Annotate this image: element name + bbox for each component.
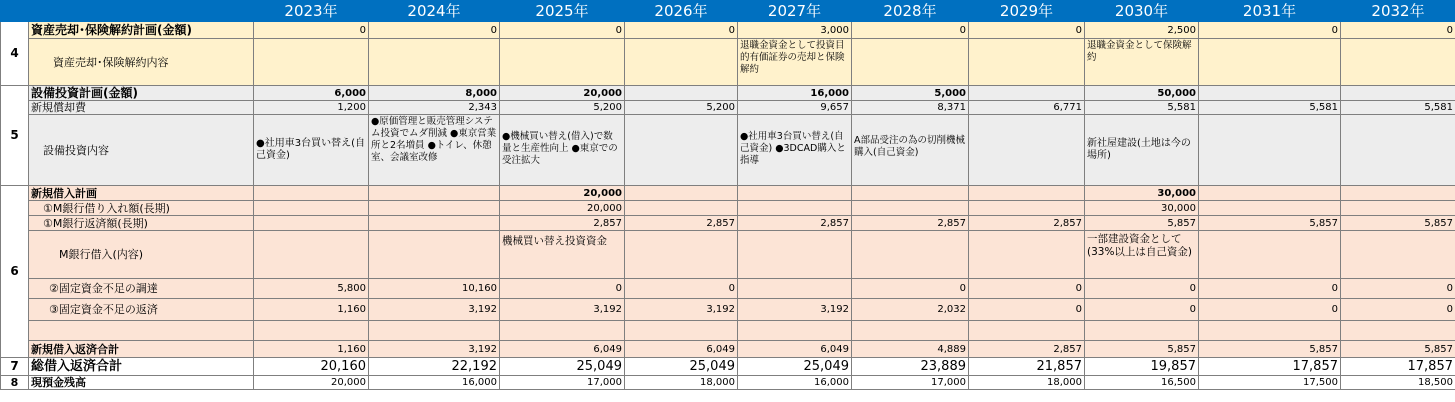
data-cell[interactable]: 20,160	[254, 358, 369, 376]
memo-cell[interactable]: ●社用車3台買い替え(自己資金) ●3DCAD購入と指導	[738, 115, 852, 186]
blank-cell[interactable]	[1085, 321, 1199, 341]
data-cell[interactable]	[254, 39, 369, 86]
blank-cell[interactable]	[738, 321, 852, 341]
year-header-cell[interactable]: 2027年	[738, 1, 852, 22]
data-cell[interactable]: 2,032	[852, 299, 969, 321]
section-number-5[interactable]: 5	[1, 86, 29, 186]
memo-cell[interactable]: A部品受注の為の切削機械購入(自己資金)	[852, 115, 969, 186]
data-cell[interactable]: 3,192	[738, 299, 852, 321]
data-cell[interactable]: 3,192	[625, 299, 738, 321]
data-cell[interactable]: 10,160	[369, 279, 500, 299]
memo-cell[interactable]: 機械買い替え投資資金	[500, 231, 625, 279]
new-loan-total-label[interactable]: 新規借入返済合計	[29, 341, 254, 358]
capex-row	[1, 86, 1455, 101]
data-cell[interactable]	[500, 39, 625, 86]
data-cell[interactable]: 0	[500, 279, 625, 299]
data-cell[interactable]	[369, 186, 500, 201]
data-cell[interactable]: 5,857	[1199, 216, 1341, 231]
data-cell[interactable]: 2,500	[1085, 22, 1199, 39]
data-cell[interactable]: 3,192	[369, 299, 500, 321]
data-cell[interactable]	[369, 39, 500, 86]
data-cell[interactable]	[852, 39, 969, 86]
data-cell[interactable]	[1199, 201, 1341, 216]
data-cell[interactable]: 5,000	[852, 86, 969, 101]
asset-sale-detail-row	[1, 39, 1455, 86]
data-cell[interactable]	[1341, 39, 1455, 86]
asset-sale-label[interactable]: 資産売却･保険解約計画(金額)	[29, 22, 254, 39]
data-cell[interactable]	[1199, 231, 1341, 279]
data-cell[interactable]	[738, 201, 852, 216]
blank-cell[interactable]	[369, 321, 500, 341]
data-cell[interactable]: 18,000	[969, 376, 1085, 390]
data-cell[interactable]	[625, 201, 738, 216]
data-cell[interactable]: 19,857	[1085, 358, 1199, 376]
fixed-repay-label[interactable]: ③固定資金不足の返済	[29, 299, 254, 321]
data-cell[interactable]: 8,000	[369, 86, 500, 101]
section-number-4[interactable]: 4	[1, 22, 29, 86]
data-cell[interactable]	[625, 39, 738, 86]
year-header-cell[interactable]: 2024年	[369, 1, 500, 22]
data-cell[interactable]	[369, 201, 500, 216]
data-cell[interactable]	[1199, 39, 1341, 86]
fixed-repay-row	[1, 299, 1455, 321]
data-cell[interactable]: 5,857	[1085, 341, 1199, 358]
m-bank-detail-label[interactable]: M銀行借入(内容)	[29, 231, 254, 279]
data-cell[interactable]: 17,500	[1199, 376, 1341, 390]
data-cell[interactable]: 1,160	[254, 299, 369, 321]
data-cell[interactable]: 0	[1341, 299, 1455, 321]
data-cell[interactable]: 0	[969, 279, 1085, 299]
data-cell[interactable]	[254, 201, 369, 216]
year-header-cell[interactable]: 2028年	[852, 1, 969, 22]
section-number-6[interactable]: 6	[1, 186, 29, 358]
total-repay-row	[1, 358, 1455, 376]
data-cell[interactable]: 17,000	[852, 376, 969, 390]
total-repay-label[interactable]: 総借入返済合計	[29, 358, 254, 376]
data-cell[interactable]	[738, 231, 852, 279]
data-cell[interactable]: 25,049	[738, 358, 852, 376]
data-cell[interactable]: 0	[625, 22, 738, 39]
header-blank-cell[interactable]	[1, 1, 29, 22]
data-cell[interactable]	[625, 86, 738, 101]
data-cell[interactable]: 20,000	[254, 376, 369, 390]
data-cell[interactable]	[1341, 186, 1455, 201]
data-cell[interactable]	[1341, 115, 1455, 186]
data-cell[interactable]: 17,857	[1341, 358, 1455, 376]
data-cell[interactable]	[625, 231, 738, 279]
data-cell[interactable]: 5,581	[1199, 101, 1341, 115]
data-cell[interactable]: 16,000	[738, 86, 852, 101]
data-cell[interactable]: 1,160	[254, 341, 369, 358]
memo-cell[interactable]: 一部建設資金として(33%以上は自己資金)	[1085, 231, 1199, 279]
blank-cell[interactable]	[625, 321, 738, 341]
data-cell[interactable]: 0	[369, 22, 500, 39]
data-cell[interactable]: 5,857	[1199, 341, 1341, 358]
fixed-shortfall-row	[1, 279, 1455, 299]
data-cell[interactable]	[369, 231, 500, 279]
data-cell[interactable]	[1199, 186, 1341, 201]
data-cell[interactable]	[852, 186, 969, 201]
m-bank-detail-row	[1, 231, 1455, 279]
new-loan-row	[1, 186, 1455, 201]
section-number-8[interactable]: 8	[1, 376, 29, 390]
data-cell[interactable]: 21,857	[969, 358, 1085, 376]
data-cell[interactable]: 0	[852, 22, 969, 39]
data-cell[interactable]: 0	[254, 22, 369, 39]
data-cell[interactable]: 16,000	[369, 376, 500, 390]
data-cell[interactable]: 2,857	[625, 216, 738, 231]
data-cell[interactable]: 2,857	[969, 341, 1085, 358]
cash-balance-row	[1, 376, 1455, 390]
data-cell[interactable]: 0	[852, 279, 969, 299]
data-cell[interactable]: 16,000	[738, 376, 852, 390]
data-cell[interactable]: 6,771	[969, 101, 1085, 115]
year-header-row	[1, 1, 1455, 22]
data-cell[interactable]: 6,049	[738, 341, 852, 358]
data-cell[interactable]: 5,857	[1341, 216, 1455, 231]
data-cell[interactable]: 25,049	[625, 358, 738, 376]
blank-cell[interactable]	[1341, 321, 1455, 341]
depreciation-row	[1, 101, 1455, 115]
data-cell[interactable]	[1199, 86, 1341, 101]
blank-cell[interactable]	[969, 321, 1085, 341]
data-cell[interactable]: 6,049	[625, 341, 738, 358]
new-loan-total-row	[1, 341, 1455, 358]
data-cell[interactable]: 0	[969, 22, 1085, 39]
data-cell[interactable]: 6,000	[254, 86, 369, 101]
year-header-cell[interactable]: 2025年	[500, 1, 625, 22]
cash-balance-label[interactable]: 現預金残高	[29, 376, 254, 390]
memo-cell[interactable]: 退職金資金として保険解約	[1085, 39, 1199, 86]
year-header-cell[interactable]: 2032年	[1341, 1, 1455, 22]
data-cell[interactable]: 5,200	[625, 101, 738, 115]
data-cell[interactable]: 18,000	[625, 376, 738, 390]
data-cell[interactable]	[738, 279, 852, 299]
data-cell[interactable]: 23,889	[852, 358, 969, 376]
memo-cell[interactable]: ●原価管理と販売管理システム投資でムダ削減 ●東京営業所と2名増員 ●トイレ、休憩室、会議室改修	[369, 115, 500, 186]
year-header-cell[interactable]: 2029年	[969, 1, 1085, 22]
capex-detail-row	[1, 115, 1455, 186]
m-bank-borrow-label[interactable]: ①M銀行借り入れ額(長期)	[29, 201, 254, 216]
memo-cell[interactable]: ●機械買い替え(借入)で数量と生産性向上 ●東京での受注拡大	[500, 115, 625, 186]
data-cell[interactable]: 0	[625, 279, 738, 299]
data-cell[interactable]	[852, 231, 969, 279]
data-cell[interactable]: 22,192	[369, 358, 500, 376]
data-cell[interactable]	[625, 115, 738, 186]
data-cell[interactable]: 0	[1199, 22, 1341, 39]
data-cell[interactable]: 4,889	[852, 341, 969, 358]
m-bank-repay-label[interactable]: ①M銀行返済額(長期)	[29, 216, 254, 231]
data-cell[interactable]: 18,500	[1341, 376, 1455, 390]
blank-cell[interactable]	[29, 321, 254, 341]
data-cell[interactable]	[969, 115, 1085, 186]
data-cell[interactable]: 5,581	[1341, 101, 1455, 115]
data-cell[interactable]: 20,000	[500, 201, 625, 216]
data-cell[interactable]: 3,000	[738, 22, 852, 39]
data-cell[interactable]	[852, 201, 969, 216]
blank-cell[interactable]	[254, 321, 369, 341]
data-cell[interactable]: 0	[500, 22, 625, 39]
data-cell[interactable]: 0	[1199, 279, 1341, 299]
data-cell[interactable]: 17,857	[1199, 358, 1341, 376]
capex-detail-label[interactable]: 設備投資内容	[29, 115, 254, 186]
data-cell[interactable]: 3,192	[369, 341, 500, 358]
data-cell[interactable]: 5,200	[500, 101, 625, 115]
memo-cell[interactable]: 退職金資金として投資目的有価証券の売却と保険解約	[738, 39, 852, 86]
data-cell[interactable]: 0	[1199, 299, 1341, 321]
data-cell[interactable]: 2,343	[369, 101, 500, 115]
year-header-cell[interactable]: 2030年	[1085, 1, 1199, 22]
data-cell[interactable]: 5,857	[1085, 216, 1199, 231]
m-bank-repay-row	[1, 216, 1455, 231]
data-cell[interactable]: 2,857	[969, 216, 1085, 231]
data-cell[interactable]	[1199, 115, 1341, 186]
data-cell[interactable]: 0	[1085, 299, 1199, 321]
fixed-shortfall-label[interactable]: ②固定資金不足の調達	[29, 279, 254, 299]
data-cell[interactable]: 16,500	[1085, 376, 1199, 390]
data-cell[interactable]: 5,800	[254, 279, 369, 299]
capex-label[interactable]: 設備投資計画(金額)	[29, 86, 254, 101]
data-cell[interactable]: 30,000	[1085, 201, 1199, 216]
asset-sale-row	[1, 22, 1455, 39]
data-cell[interactable]: 2,857	[738, 216, 852, 231]
data-cell[interactable]: 2,857	[500, 216, 625, 231]
data-cell[interactable]: 5,581	[1085, 101, 1199, 115]
data-cell[interactable]	[254, 186, 369, 201]
data-cell[interactable]: 30,000	[1085, 186, 1199, 201]
data-cell[interactable]: 0	[1341, 22, 1455, 39]
data-cell[interactable]: 0	[1341, 279, 1455, 299]
data-cell[interactable]: 20,000	[500, 186, 625, 201]
data-cell[interactable]	[1341, 86, 1455, 101]
year-header-cell[interactable]: 2026年	[625, 1, 738, 22]
data-cell[interactable]	[254, 231, 369, 279]
memo-cell[interactable]: ●社用車3台買い替え(自己資金)	[254, 115, 369, 186]
data-cell[interactable]: 2,857	[852, 216, 969, 231]
depreciation-label[interactable]: 新規償却費	[29, 101, 254, 115]
memo-cell[interactable]: 新社屋建設(土地は今の場所)	[1085, 115, 1199, 186]
data-cell[interactable]: 1,200	[254, 101, 369, 115]
data-cell[interactable]	[969, 231, 1085, 279]
data-cell[interactable]: 0	[1085, 279, 1199, 299]
data-cell[interactable]	[738, 186, 852, 201]
data-cell[interactable]: 0	[969, 299, 1085, 321]
data-cell[interactable]: 50,000	[1085, 86, 1199, 101]
data-cell[interactable]: 17,000	[500, 376, 625, 390]
asset-sale-detail-label[interactable]: 資産売却･保険解約内容	[29, 39, 254, 86]
data-cell[interactable]	[1341, 201, 1455, 216]
data-cell[interactable]: 20,000	[500, 86, 625, 101]
data-cell[interactable]: 5,857	[1341, 341, 1455, 358]
data-cell[interactable]	[1341, 231, 1455, 279]
data-cell[interactable]: 9,657	[738, 101, 852, 115]
year-header-cell[interactable]: 2031年	[1199, 1, 1341, 22]
data-cell[interactable]: 6,049	[500, 341, 625, 358]
blank-cell[interactable]	[500, 321, 625, 341]
data-cell[interactable]: 25,049	[500, 358, 625, 376]
data-cell[interactable]	[625, 186, 738, 201]
data-cell[interactable]: 8,371	[852, 101, 969, 115]
data-cell[interactable]	[969, 39, 1085, 86]
m-bank-borrow-row	[1, 201, 1455, 216]
data-cell[interactable]	[369, 216, 500, 231]
section-number-7[interactable]: 7	[1, 358, 29, 376]
data-cell[interactable]	[969, 201, 1085, 216]
data-cell[interactable]: 3,192	[500, 299, 625, 321]
blank-cell[interactable]	[1199, 321, 1341, 341]
header-blank-cell[interactable]	[29, 1, 254, 22]
new-loan-label[interactable]: 新規借入計画	[29, 186, 254, 201]
data-cell[interactable]	[969, 86, 1085, 101]
blank-pink-row	[1, 321, 1455, 341]
data-cell[interactable]	[969, 186, 1085, 201]
data-cell[interactable]	[254, 216, 369, 231]
blank-cell[interactable]	[852, 321, 969, 341]
year-header-cell[interactable]: 2023年	[254, 1, 369, 22]
